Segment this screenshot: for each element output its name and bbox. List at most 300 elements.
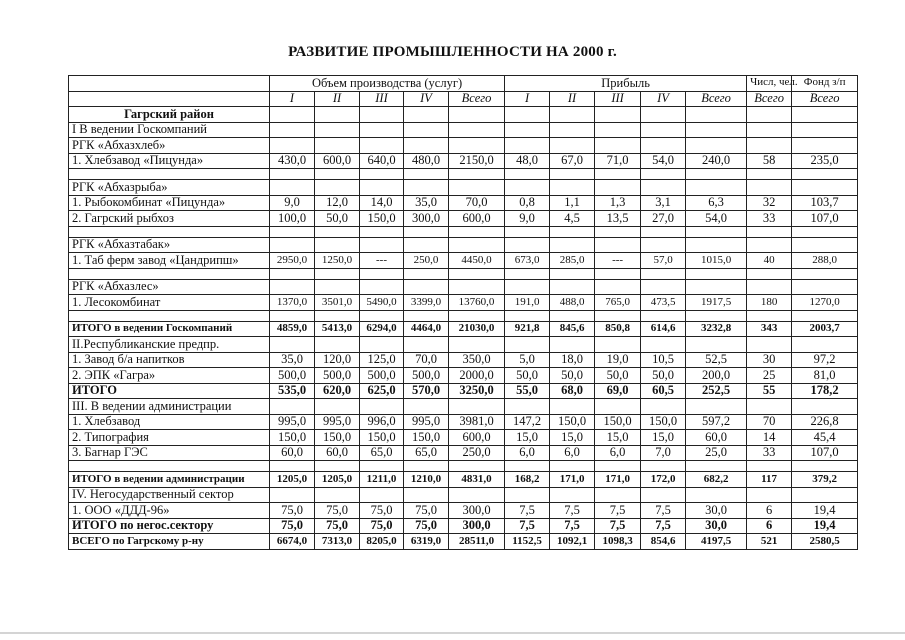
value-cell: 75,0 <box>404 503 449 519</box>
value-cell <box>449 138 505 154</box>
value-cell <box>360 138 404 154</box>
value-cell: 125,0 <box>360 352 404 368</box>
staff-header: Числ, чел. <box>747 76 792 92</box>
value-cell <box>792 122 858 138</box>
value-cell <box>686 399 747 415</box>
value-cell <box>315 122 360 138</box>
value-cell <box>747 279 792 295</box>
row-label: III. В ведении администрации <box>69 399 270 415</box>
value-cell: 535,0 <box>270 383 315 399</box>
value-cell: 70,0 <box>404 352 449 368</box>
value-cell <box>449 399 505 415</box>
value-cell: 1250,0 <box>315 253 360 269</box>
value-cell: 25 <box>747 368 792 384</box>
value-cell: 32 <box>747 195 792 211</box>
value-cell: 4859,0 <box>270 321 315 337</box>
value-cell <box>505 138 550 154</box>
value-cell: 65,0 <box>404 445 449 461</box>
value-cell: 150,0 <box>315 430 360 446</box>
row-label: ИТОГО по негос.сектору <box>69 518 270 534</box>
value-cell: 60,0 <box>315 445 360 461</box>
value-cell <box>315 268 360 279</box>
value-cell <box>686 226 747 237</box>
value-cell: 54,0 <box>686 211 747 227</box>
value-cell: 19,0 <box>595 352 641 368</box>
value-cell <box>747 169 792 180</box>
row-label: РГК «Абхазтабак» <box>69 237 270 253</box>
value-cell: 12,0 <box>315 195 360 211</box>
value-cell: 500,0 <box>270 368 315 384</box>
value-cell <box>270 138 315 154</box>
value-cell: 171,0 <box>595 472 641 488</box>
value-cell: 50,0 <box>595 368 641 384</box>
table-row <box>69 253 858 269</box>
value-cell: --- <box>360 253 404 269</box>
quarter-header: I <box>270 91 315 107</box>
value-cell <box>360 122 404 138</box>
value-cell: 682,2 <box>686 472 747 488</box>
value-cell: 171,0 <box>550 472 595 488</box>
table-row <box>69 310 858 321</box>
quarter-header-row <box>69 91 858 107</box>
row-label: 3. Багнар ГЭС <box>69 445 270 461</box>
value-cell: 15,0 <box>550 430 595 446</box>
row-label: IV. Негосударственный сектор <box>69 487 270 503</box>
table-row <box>69 195 858 211</box>
value-cell: 6319,0 <box>404 534 449 550</box>
value-cell: 845,6 <box>550 321 595 337</box>
value-cell <box>550 337 595 353</box>
value-cell: 430,0 <box>270 153 315 169</box>
value-cell: 97,2 <box>792 352 858 368</box>
value-cell <box>449 122 505 138</box>
value-cell <box>315 399 360 415</box>
table-row <box>69 279 858 295</box>
table-row <box>69 226 858 237</box>
value-cell <box>505 122 550 138</box>
value-cell <box>550 461 595 472</box>
value-cell <box>792 169 858 180</box>
value-cell: 379,2 <box>792 472 858 488</box>
value-cell: 500,0 <box>360 368 404 384</box>
value-cell <box>595 461 641 472</box>
value-cell: 48,0 <box>505 153 550 169</box>
value-cell: 2003,7 <box>792 321 858 337</box>
value-cell: 5490,0 <box>360 295 404 311</box>
value-cell <box>595 487 641 503</box>
value-cell: 1210,0 <box>404 472 449 488</box>
value-cell: 14,0 <box>360 195 404 211</box>
row-label: РГК «Абхазлес» <box>69 279 270 295</box>
value-cell <box>747 399 792 415</box>
value-cell: 30,0 <box>686 503 747 519</box>
value-cell: 10,5 <box>641 352 686 368</box>
row-label: 2. Типография <box>69 430 270 446</box>
value-cell <box>360 399 404 415</box>
value-cell: 6674,0 <box>270 534 315 550</box>
value-cell <box>595 107 641 123</box>
value-cell: 765,0 <box>595 295 641 311</box>
value-cell: 600,0 <box>449 430 505 446</box>
value-cell <box>747 461 792 472</box>
value-cell: 147,2 <box>505 414 550 430</box>
value-cell: 500,0 <box>404 368 449 384</box>
value-cell <box>747 226 792 237</box>
value-cell <box>315 487 360 503</box>
value-cell: 614,6 <box>641 321 686 337</box>
value-cell: 191,0 <box>505 295 550 311</box>
value-cell <box>550 268 595 279</box>
value-cell: 9,0 <box>270 195 315 211</box>
value-cell <box>792 138 858 154</box>
value-cell <box>360 279 404 295</box>
value-cell <box>792 279 858 295</box>
value-cell <box>315 169 360 180</box>
value-cell <box>315 461 360 472</box>
table-row <box>69 352 858 368</box>
table-row <box>69 399 858 415</box>
value-cell <box>360 337 404 353</box>
value-cell: 4197,5 <box>686 534 747 550</box>
value-cell: 4831,0 <box>449 472 505 488</box>
value-cell: 69,0 <box>595 383 641 399</box>
value-cell: 75,0 <box>360 503 404 519</box>
value-cell <box>641 310 686 321</box>
value-cell: 5,0 <box>505 352 550 368</box>
value-cell: 850,8 <box>595 321 641 337</box>
value-cell: 240,0 <box>686 153 747 169</box>
value-cell: 7313,0 <box>315 534 360 550</box>
value-cell <box>505 337 550 353</box>
value-cell <box>686 180 747 196</box>
value-cell <box>641 237 686 253</box>
value-cell <box>404 138 449 154</box>
value-cell <box>449 107 505 123</box>
value-cell <box>449 268 505 279</box>
value-cell <box>404 461 449 472</box>
value-cell: 30,0 <box>686 518 747 534</box>
row-label <box>69 268 270 279</box>
value-cell <box>404 337 449 353</box>
row-label: 1. Хлебзавод «Пицунда» <box>69 153 270 169</box>
value-cell <box>449 226 505 237</box>
value-cell: 9,0 <box>505 211 550 227</box>
value-cell <box>686 138 747 154</box>
value-cell <box>595 279 641 295</box>
value-cell: 7,5 <box>595 518 641 534</box>
value-cell: 33 <box>747 445 792 461</box>
value-cell: 1,1 <box>550 195 595 211</box>
value-cell: 19,4 <box>792 503 858 519</box>
value-cell <box>505 107 550 123</box>
table-row <box>69 211 858 227</box>
value-cell <box>747 337 792 353</box>
value-cell: 81,0 <box>792 368 858 384</box>
row-label: 2. ЭПК «Гагра» <box>69 368 270 384</box>
value-cell: 250,0 <box>404 253 449 269</box>
value-cell <box>595 226 641 237</box>
value-cell <box>315 180 360 196</box>
value-cell <box>315 226 360 237</box>
group-header-row <box>69 76 858 92</box>
value-cell <box>686 310 747 321</box>
value-cell <box>270 279 315 295</box>
value-cell: 15,0 <box>505 430 550 446</box>
value-cell: 480,0 <box>404 153 449 169</box>
table-row <box>69 487 858 503</box>
value-cell <box>686 268 747 279</box>
value-cell: 14 <box>747 430 792 446</box>
value-cell: 30 <box>747 352 792 368</box>
quarter-blank-cell <box>69 91 270 107</box>
row-label: ИТОГО <box>69 383 270 399</box>
value-cell: 75,0 <box>360 518 404 534</box>
value-cell <box>792 487 858 503</box>
value-cell: 7,5 <box>505 518 550 534</box>
table-row <box>69 445 858 461</box>
value-cell: 7,5 <box>641 503 686 519</box>
value-cell <box>505 487 550 503</box>
table-row <box>69 138 858 154</box>
quarter-header: III <box>595 91 641 107</box>
value-cell: 103,7 <box>792 195 858 211</box>
value-cell <box>404 237 449 253</box>
row-label <box>69 226 270 237</box>
quarter-header: IV <box>404 91 449 107</box>
value-cell: 60,0 <box>270 445 315 461</box>
value-cell <box>404 226 449 237</box>
value-cell: 71,0 <box>595 153 641 169</box>
value-cell <box>505 180 550 196</box>
value-cell: 350,0 <box>449 352 505 368</box>
value-cell <box>641 226 686 237</box>
value-cell: 150,0 <box>595 414 641 430</box>
value-cell: 117 <box>747 472 792 488</box>
value-cell <box>747 107 792 123</box>
value-cell: 300,0 <box>449 503 505 519</box>
table-row <box>69 107 858 123</box>
value-cell: 1092,1 <box>550 534 595 550</box>
value-cell: 2580,5 <box>792 534 858 550</box>
value-cell <box>641 122 686 138</box>
table-row <box>69 337 858 353</box>
value-cell <box>550 237 595 253</box>
table-row <box>69 472 858 488</box>
value-cell <box>505 226 550 237</box>
value-cell: 600,0 <box>315 153 360 169</box>
value-cell <box>360 310 404 321</box>
value-cell <box>404 268 449 279</box>
value-cell <box>270 180 315 196</box>
value-cell <box>792 237 858 253</box>
value-cell <box>747 180 792 196</box>
value-cell: 25,0 <box>686 445 747 461</box>
value-cell: 7,5 <box>641 518 686 534</box>
value-cell <box>315 310 360 321</box>
value-cell <box>360 107 404 123</box>
value-cell: 67,0 <box>550 153 595 169</box>
value-cell <box>449 279 505 295</box>
value-cell <box>641 169 686 180</box>
value-cell <box>747 237 792 253</box>
value-cell: 0,8 <box>505 195 550 211</box>
value-cell: 640,0 <box>360 153 404 169</box>
value-cell: 285,0 <box>550 253 595 269</box>
value-cell: 521 <box>747 534 792 550</box>
value-cell: 597,2 <box>686 414 747 430</box>
value-cell: 1205,0 <box>270 472 315 488</box>
value-cell: 150,0 <box>404 430 449 446</box>
value-cell <box>315 237 360 253</box>
value-cell: 3,1 <box>641 195 686 211</box>
row-label: 1. Лесокомбинат <box>69 295 270 311</box>
quarter-header: Всего <box>686 91 747 107</box>
value-cell: 3232,8 <box>686 321 747 337</box>
value-cell: 107,0 <box>792 445 858 461</box>
value-cell: 75,0 <box>404 518 449 534</box>
value-cell: 180 <box>747 295 792 311</box>
value-cell: 4,5 <box>550 211 595 227</box>
value-cell <box>550 180 595 196</box>
value-cell: 995,0 <box>404 414 449 430</box>
value-cell: 3981,0 <box>449 414 505 430</box>
quarter-header: IV <box>641 91 686 107</box>
value-cell <box>550 487 595 503</box>
value-cell <box>686 487 747 503</box>
value-cell <box>315 138 360 154</box>
value-cell: 58 <box>747 153 792 169</box>
row-label: ВСЕГО по Гагрскому р-ну <box>69 534 270 550</box>
row-label: II.Республиканские предпр. <box>69 337 270 353</box>
value-cell: 70 <box>747 414 792 430</box>
value-cell: 1015,0 <box>686 253 747 269</box>
value-cell: 28511,0 <box>449 534 505 550</box>
table-row <box>69 518 858 534</box>
row-label <box>69 169 270 180</box>
value-cell: 500,0 <box>315 368 360 384</box>
value-cell <box>449 310 505 321</box>
value-cell: 6 <box>747 518 792 534</box>
page-title: РАЗВИТИЕ ПРОМЫШЛЕННОСТИ НА 2000 г. <box>288 44 617 60</box>
value-cell <box>747 268 792 279</box>
value-cell: 300,0 <box>404 211 449 227</box>
value-cell: 75,0 <box>315 518 360 534</box>
value-cell <box>404 122 449 138</box>
value-cell <box>595 268 641 279</box>
value-cell: 6,0 <box>505 445 550 461</box>
value-cell: 150,0 <box>550 414 595 430</box>
value-cell: 8205,0 <box>360 534 404 550</box>
value-cell: 6 <box>747 503 792 519</box>
row-label <box>69 461 270 472</box>
value-cell <box>747 487 792 503</box>
quarter-header: III <box>360 91 404 107</box>
value-cell <box>641 337 686 353</box>
value-cell: 1917,5 <box>686 295 747 311</box>
row-label <box>69 310 270 321</box>
quarter-header: II <box>550 91 595 107</box>
value-cell <box>550 122 595 138</box>
value-cell: 70,0 <box>449 195 505 211</box>
value-cell: 995,0 <box>270 414 315 430</box>
value-cell: 995,0 <box>315 414 360 430</box>
value-cell <box>360 169 404 180</box>
value-cell: 226,8 <box>792 414 858 430</box>
value-cell: 620,0 <box>315 383 360 399</box>
row-label: 1. Хлебзавод <box>69 414 270 430</box>
value-cell: 570,0 <box>404 383 449 399</box>
quarter-header: I <box>505 91 550 107</box>
value-cell: 68,0 <box>550 383 595 399</box>
value-cell: 4450,0 <box>449 253 505 269</box>
table-row <box>69 383 858 399</box>
value-cell: 150,0 <box>360 430 404 446</box>
value-cell: 488,0 <box>550 295 595 311</box>
value-cell: 921,8 <box>505 321 550 337</box>
value-cell <box>449 337 505 353</box>
value-cell <box>792 107 858 123</box>
value-cell <box>641 279 686 295</box>
value-cell: 7,5 <box>550 503 595 519</box>
value-cell <box>449 169 505 180</box>
value-cell: 54,0 <box>641 153 686 169</box>
value-cell: 1098,3 <box>595 534 641 550</box>
table-row <box>69 268 858 279</box>
value-cell <box>270 487 315 503</box>
value-cell <box>360 268 404 279</box>
row-label: РГК «Абхазрыба» <box>69 180 270 196</box>
value-cell <box>270 337 315 353</box>
value-cell <box>449 461 505 472</box>
row-label: Гагрский район <box>69 107 270 123</box>
value-cell: 4464,0 <box>404 321 449 337</box>
value-cell: 50,0 <box>550 368 595 384</box>
value-cell <box>747 310 792 321</box>
value-cell <box>792 399 858 415</box>
value-cell: 75,0 <box>270 503 315 519</box>
value-cell: 3501,0 <box>315 295 360 311</box>
value-cell <box>505 399 550 415</box>
value-cell: 5413,0 <box>315 321 360 337</box>
value-cell <box>404 107 449 123</box>
value-cell <box>270 107 315 123</box>
value-cell <box>449 237 505 253</box>
value-cell <box>270 169 315 180</box>
value-cell <box>747 122 792 138</box>
value-cell <box>505 237 550 253</box>
value-cell <box>686 461 747 472</box>
industry-table <box>68 75 858 550</box>
table-row <box>69 122 858 138</box>
value-cell: 50,0 <box>315 211 360 227</box>
value-cell: 996,0 <box>360 414 404 430</box>
value-cell <box>550 226 595 237</box>
row-label: 1. Завод б/а напитков <box>69 352 270 368</box>
value-cell <box>595 399 641 415</box>
quarter-header: II <box>315 91 360 107</box>
value-cell <box>315 107 360 123</box>
row-label: 1. Таб ферм завод «Цандрипш» <box>69 253 270 269</box>
value-cell <box>792 310 858 321</box>
value-cell: 6,3 <box>686 195 747 211</box>
value-cell <box>641 107 686 123</box>
value-cell <box>360 487 404 503</box>
value-cell: 150,0 <box>360 211 404 227</box>
table-body <box>69 107 858 550</box>
value-cell <box>270 122 315 138</box>
value-cell: 150,0 <box>270 430 315 446</box>
value-cell <box>792 180 858 196</box>
